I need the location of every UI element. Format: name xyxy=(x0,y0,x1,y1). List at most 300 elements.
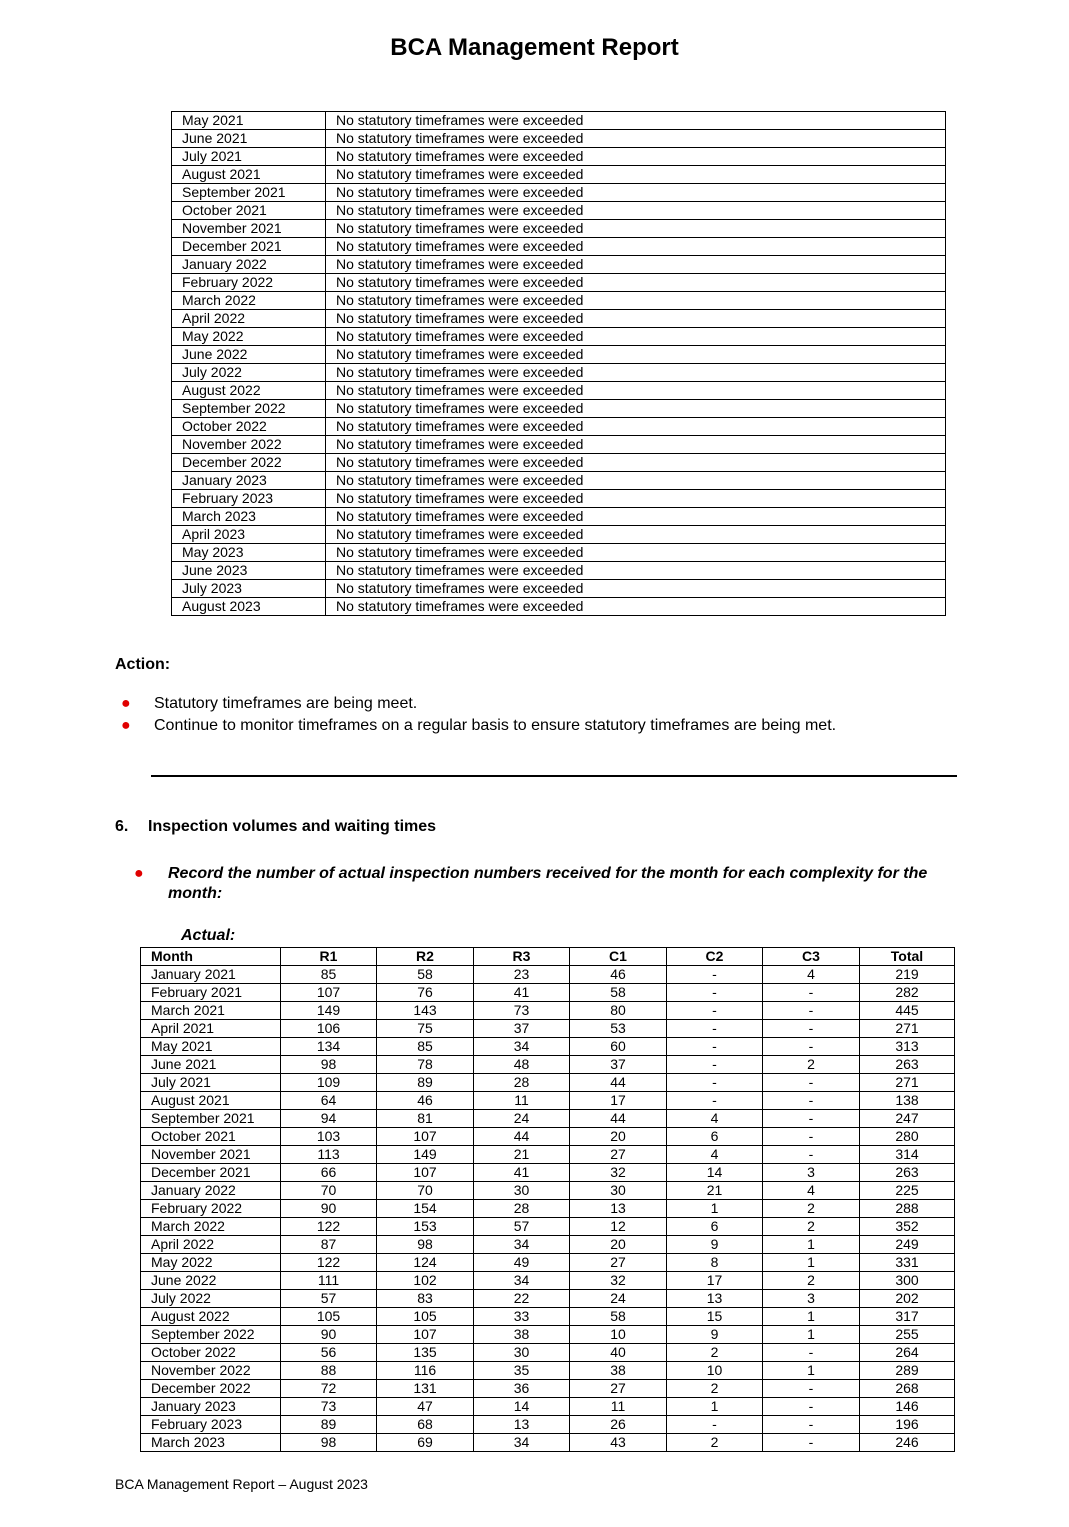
value-cell: - xyxy=(667,1020,763,1038)
column-header-c3: C3 xyxy=(763,948,860,966)
month-cell: January 2023 xyxy=(141,1398,281,1416)
timeframe-row xyxy=(172,148,946,166)
timeframe-month-cell: June 2023 xyxy=(172,562,326,580)
table-row xyxy=(141,1164,955,1182)
value-cell: 34 xyxy=(474,1272,570,1290)
month-cell: January 2022 xyxy=(141,1182,281,1200)
value-cell: 13 xyxy=(570,1200,667,1218)
value-cell: 40 xyxy=(570,1344,667,1362)
timeframe-month-cell: December 2021 xyxy=(172,238,326,256)
timeframe-row xyxy=(172,202,946,220)
timeframe-status-cell: No statutory timeframes were exceeded xyxy=(326,130,946,148)
value-cell: 149 xyxy=(281,1002,377,1020)
value-cell: 90 xyxy=(281,1200,377,1218)
value-cell: - xyxy=(763,1146,860,1164)
value-cell: 14 xyxy=(474,1398,570,1416)
timeframe-month-cell: July 2022 xyxy=(172,364,326,382)
value-cell: - xyxy=(763,1416,860,1434)
timeframe-row xyxy=(172,364,946,382)
table-row xyxy=(141,1200,955,1218)
timeframe-row xyxy=(172,184,946,202)
month-cell: April 2022 xyxy=(141,1236,281,1254)
table-row xyxy=(141,1380,955,1398)
timeframe-status-cell: No statutory timeframes were exceeded xyxy=(326,238,946,256)
value-cell: 225 xyxy=(860,1182,955,1200)
table-row xyxy=(141,1344,955,1362)
month-cell: March 2023 xyxy=(141,1434,281,1452)
timeframe-row xyxy=(172,472,946,490)
timeframe-status-cell: No statutory timeframes were exceeded xyxy=(326,346,946,364)
timeframe-row xyxy=(172,346,946,364)
value-cell: 36 xyxy=(474,1380,570,1398)
column-header-r1: R1 xyxy=(281,948,377,966)
value-cell: 2 xyxy=(763,1218,860,1236)
value-cell: 143 xyxy=(377,1002,474,1020)
value-cell: 41 xyxy=(474,984,570,1002)
value-cell: 2 xyxy=(667,1344,763,1362)
value-cell: 116 xyxy=(377,1362,474,1380)
record-instruction-text: Record the number of actual inspection numbers received for the month for each complexity for the month: xyxy=(168,865,928,902)
value-cell: 30 xyxy=(570,1182,667,1200)
month-cell: February 2022 xyxy=(141,1200,281,1218)
timeframe-month-cell: July 2023 xyxy=(172,580,326,598)
month-cell: December 2021 xyxy=(141,1164,281,1182)
timeframe-row xyxy=(172,112,946,130)
value-cell: 24 xyxy=(474,1110,570,1128)
value-cell: 85 xyxy=(377,1038,474,1056)
column-header-r3: R3 xyxy=(474,948,570,966)
timeframe-month-cell: January 2023 xyxy=(172,472,326,490)
value-cell: 22 xyxy=(474,1290,570,1308)
timeframe-month-cell: February 2022 xyxy=(172,274,326,292)
value-cell: 32 xyxy=(570,1164,667,1182)
month-cell: February 2023 xyxy=(141,1416,281,1434)
month-cell: October 2022 xyxy=(141,1344,281,1362)
value-cell: 268 xyxy=(860,1380,955,1398)
value-cell: 90 xyxy=(281,1326,377,1344)
value-cell: - xyxy=(763,1344,860,1362)
table-row xyxy=(141,1362,955,1380)
timeframe-row xyxy=(172,220,946,238)
value-cell: 1 xyxy=(763,1254,860,1272)
value-cell: 88 xyxy=(281,1362,377,1380)
table-row xyxy=(141,1272,955,1290)
timeframe-month-cell: September 2022 xyxy=(172,400,326,418)
value-cell: 352 xyxy=(860,1218,955,1236)
timeframe-status-cell: No statutory timeframes were exceeded xyxy=(326,598,946,616)
value-cell: 15 xyxy=(667,1308,763,1326)
value-cell: 57 xyxy=(281,1290,377,1308)
timeframe-month-cell: August 2021 xyxy=(172,166,326,184)
timeframe-row xyxy=(172,382,946,400)
timeframe-status-cell: No statutory timeframes were exceeded xyxy=(326,148,946,166)
value-cell: - xyxy=(667,1002,763,1020)
timeframe-month-cell: November 2021 xyxy=(172,220,326,238)
value-cell: 2 xyxy=(763,1056,860,1074)
value-cell: - xyxy=(763,1092,860,1110)
value-cell: 46 xyxy=(570,966,667,984)
value-cell: 27 xyxy=(570,1146,667,1164)
timeframe-row xyxy=(172,508,946,526)
value-cell: 21 xyxy=(474,1146,570,1164)
value-cell: 17 xyxy=(570,1092,667,1110)
value-cell: - xyxy=(667,966,763,984)
value-cell: 37 xyxy=(570,1056,667,1074)
timeframe-month-cell: December 2022 xyxy=(172,454,326,472)
value-cell: 1 xyxy=(763,1362,860,1380)
month-cell: June 2021 xyxy=(141,1056,281,1074)
timeframe-month-cell: January 2022 xyxy=(172,256,326,274)
value-cell: 89 xyxy=(377,1074,474,1092)
table-row xyxy=(141,1002,955,1020)
value-cell: - xyxy=(667,1416,763,1434)
value-cell: 13 xyxy=(667,1290,763,1308)
value-cell: 135 xyxy=(377,1344,474,1362)
timeframe-row xyxy=(172,418,946,436)
value-cell: 28 xyxy=(474,1074,570,1092)
value-cell: 105 xyxy=(281,1308,377,1326)
value-cell: 70 xyxy=(281,1182,377,1200)
timeframe-status-cell: No statutory timeframes were exceeded xyxy=(326,220,946,238)
value-cell: 58 xyxy=(377,966,474,984)
month-cell: August 2022 xyxy=(141,1308,281,1326)
month-cell: July 2022 xyxy=(141,1290,281,1308)
timeframe-status-cell: No statutory timeframes were exceeded xyxy=(326,436,946,454)
value-cell: - xyxy=(763,1380,860,1398)
table-row xyxy=(141,1074,955,1092)
value-cell: 34 xyxy=(474,1236,570,1254)
value-cell: 106 xyxy=(281,1020,377,1038)
value-cell: 138 xyxy=(860,1092,955,1110)
timeframe-month-cell: June 2021 xyxy=(172,130,326,148)
timeframe-row xyxy=(172,310,946,328)
value-cell: 146 xyxy=(860,1398,955,1416)
timeframe-month-cell: August 2023 xyxy=(172,598,326,616)
value-cell: 27 xyxy=(570,1254,667,1272)
timeframe-status-cell: No statutory timeframes were exceeded xyxy=(326,580,946,598)
value-cell: 66 xyxy=(281,1164,377,1182)
value-cell: 47 xyxy=(377,1398,474,1416)
section-title: Inspection volumes and waiting times xyxy=(148,818,437,835)
bullet-dot-icon: ● xyxy=(121,695,131,712)
value-cell: 271 xyxy=(860,1020,955,1038)
column-header-c2: C2 xyxy=(667,948,763,966)
value-cell: 56 xyxy=(281,1344,377,1362)
value-cell: 4 xyxy=(763,1182,860,1200)
value-cell: 317 xyxy=(860,1308,955,1326)
timeframe-row xyxy=(172,454,946,472)
value-cell: - xyxy=(763,1110,860,1128)
value-cell: 105 xyxy=(377,1308,474,1326)
timeframe-status-cell: No statutory timeframes were exceeded xyxy=(326,166,946,184)
value-cell: 2 xyxy=(667,1434,763,1452)
value-cell: 98 xyxy=(281,1056,377,1074)
value-cell: 9 xyxy=(667,1326,763,1344)
value-cell: - xyxy=(667,984,763,1002)
value-cell: - xyxy=(667,1038,763,1056)
value-cell: 3 xyxy=(763,1290,860,1308)
table-row xyxy=(141,1416,955,1434)
bullet-dot-icon: ● xyxy=(121,717,131,734)
value-cell: 247 xyxy=(860,1110,955,1128)
month-cell: November 2022 xyxy=(141,1362,281,1380)
value-cell: 313 xyxy=(860,1038,955,1056)
value-cell: 64 xyxy=(281,1092,377,1110)
timeframe-row xyxy=(172,598,946,616)
value-cell: 14 xyxy=(667,1164,763,1182)
month-cell: September 2022 xyxy=(141,1326,281,1344)
value-cell: 10 xyxy=(667,1362,763,1380)
timeframe-month-cell: July 2021 xyxy=(172,148,326,166)
value-cell: 263 xyxy=(860,1164,955,1182)
action-bullet-item xyxy=(115,715,836,737)
action-heading: Action: xyxy=(115,656,171,673)
value-cell: 282 xyxy=(860,984,955,1002)
timeframe-status-cell: No statutory timeframes were exceeded xyxy=(326,184,946,202)
actual-label: Actual: xyxy=(181,927,236,944)
value-cell: 6 xyxy=(667,1218,763,1236)
table-row xyxy=(141,1092,955,1110)
value-cell: 288 xyxy=(860,1200,955,1218)
value-cell: 21 xyxy=(667,1182,763,1200)
section-divider xyxy=(151,775,957,777)
value-cell: 264 xyxy=(860,1344,955,1362)
action-bullet-text: Continue to monitor timeframes on a regular basis to ensure statutory timeframes are being met. xyxy=(154,717,837,734)
value-cell: 80 xyxy=(570,1002,667,1020)
table-row xyxy=(141,1146,955,1164)
timeframe-status-cell: No statutory timeframes were exceeded xyxy=(326,328,946,346)
value-cell: 122 xyxy=(281,1254,377,1272)
value-cell: 27 xyxy=(570,1380,667,1398)
month-cell: February 2021 xyxy=(141,984,281,1002)
table-row xyxy=(141,1254,955,1272)
value-cell: 154 xyxy=(377,1200,474,1218)
month-cell: October 2021 xyxy=(141,1128,281,1146)
value-cell: 73 xyxy=(474,1002,570,1020)
table-row xyxy=(141,1308,955,1326)
timeframe-row xyxy=(172,526,946,544)
month-cell: August 2021 xyxy=(141,1092,281,1110)
timeframe-row xyxy=(172,490,946,508)
value-cell: 2 xyxy=(763,1272,860,1290)
table-row xyxy=(141,984,955,1002)
value-cell: 87 xyxy=(281,1236,377,1254)
value-cell: 122 xyxy=(281,1218,377,1236)
timeframe-month-cell: October 2022 xyxy=(172,418,326,436)
value-cell: 53 xyxy=(570,1020,667,1038)
value-cell: 2 xyxy=(667,1380,763,1398)
value-cell: 9 xyxy=(667,1236,763,1254)
inspection-table-header-row xyxy=(141,948,955,966)
value-cell: 35 xyxy=(474,1362,570,1380)
timeframe-status-cell: No statutory timeframes were exceeded xyxy=(326,454,946,472)
value-cell: 134 xyxy=(281,1038,377,1056)
timeframe-month-cell: March 2022 xyxy=(172,292,326,310)
timeframe-month-cell: November 2022 xyxy=(172,436,326,454)
value-cell: 289 xyxy=(860,1362,955,1380)
timeframe-month-cell: October 2021 xyxy=(172,202,326,220)
value-cell: 46 xyxy=(377,1092,474,1110)
value-cell: 44 xyxy=(570,1110,667,1128)
value-cell: 26 xyxy=(570,1416,667,1434)
value-cell: 83 xyxy=(377,1290,474,1308)
timeframe-status-cell: No statutory timeframes were exceeded xyxy=(326,292,946,310)
timeframe-row xyxy=(172,166,946,184)
value-cell: - xyxy=(763,1020,860,1038)
timeframe-month-cell: June 2022 xyxy=(172,346,326,364)
action-bullet-list xyxy=(115,693,836,737)
value-cell: 32 xyxy=(570,1272,667,1290)
value-cell: 12 xyxy=(570,1218,667,1236)
value-cell: 255 xyxy=(860,1326,955,1344)
value-cell: 28 xyxy=(474,1200,570,1218)
timeframes-table-body xyxy=(172,112,946,616)
value-cell: 30 xyxy=(474,1344,570,1362)
value-cell: 58 xyxy=(570,1308,667,1326)
value-cell: 76 xyxy=(377,984,474,1002)
value-cell: 102 xyxy=(377,1272,474,1290)
value-cell: 11 xyxy=(570,1398,667,1416)
table-row xyxy=(141,1128,955,1146)
value-cell: 57 xyxy=(474,1218,570,1236)
table-row xyxy=(141,1398,955,1416)
timeframe-month-cell: February 2023 xyxy=(172,490,326,508)
month-cell: November 2021 xyxy=(141,1146,281,1164)
value-cell: 445 xyxy=(860,1002,955,1020)
value-cell: 98 xyxy=(377,1236,474,1254)
value-cell: 2 xyxy=(763,1200,860,1218)
value-cell: 23 xyxy=(474,966,570,984)
value-cell: - xyxy=(763,1074,860,1092)
timeframe-status-cell: No statutory timeframes were exceeded xyxy=(326,526,946,544)
value-cell: 38 xyxy=(474,1326,570,1344)
value-cell: 271 xyxy=(860,1074,955,1092)
month-cell: July 2021 xyxy=(141,1074,281,1092)
month-cell: June 2022 xyxy=(141,1272,281,1290)
value-cell: 78 xyxy=(377,1056,474,1074)
month-cell: March 2021 xyxy=(141,1002,281,1020)
value-cell: 69 xyxy=(377,1434,474,1452)
action-bullet-item xyxy=(115,693,836,715)
month-cell: May 2022 xyxy=(141,1254,281,1272)
column-header-month: Month xyxy=(141,948,281,966)
timeframe-month-cell: September 2021 xyxy=(172,184,326,202)
value-cell: 263 xyxy=(860,1056,955,1074)
table-row xyxy=(141,1218,955,1236)
timeframe-status-cell: No statutory timeframes were exceeded xyxy=(326,400,946,418)
table-row xyxy=(141,1290,955,1308)
timeframe-row xyxy=(172,256,946,274)
timeframe-status-cell: No statutory timeframes were exceeded xyxy=(326,112,946,130)
value-cell: 109 xyxy=(281,1074,377,1092)
value-cell: - xyxy=(763,1002,860,1020)
section-number: 6. xyxy=(115,818,129,835)
timeframe-row xyxy=(172,400,946,418)
table-row xyxy=(141,1020,955,1038)
value-cell: 8 xyxy=(667,1254,763,1272)
table-row xyxy=(141,1182,955,1200)
timeframe-month-cell: May 2021 xyxy=(172,112,326,130)
column-header-total: Total xyxy=(860,948,955,966)
bullet-dot-icon: ● xyxy=(134,865,144,882)
value-cell: 24 xyxy=(570,1290,667,1308)
value-cell: 58 xyxy=(570,984,667,1002)
timeframe-row xyxy=(172,274,946,292)
value-cell: 70 xyxy=(377,1182,474,1200)
value-cell: 131 xyxy=(377,1380,474,1398)
value-cell: 33 xyxy=(474,1308,570,1326)
value-cell: 11 xyxy=(474,1092,570,1110)
value-cell: 94 xyxy=(281,1110,377,1128)
value-cell: 149 xyxy=(377,1146,474,1164)
timeframe-status-cell: No statutory timeframes were exceeded xyxy=(326,472,946,490)
value-cell: 280 xyxy=(860,1128,955,1146)
table-row xyxy=(141,1434,955,1452)
timeframe-status-cell: No statutory timeframes were exceeded xyxy=(326,382,946,400)
timeframe-row xyxy=(172,328,946,346)
value-cell: - xyxy=(763,1128,860,1146)
value-cell: 1 xyxy=(763,1326,860,1344)
timeframe-month-cell: March 2023 xyxy=(172,508,326,526)
table-row xyxy=(141,1056,955,1074)
timeframe-status-cell: No statutory timeframes were exceeded xyxy=(326,508,946,526)
timeframe-row xyxy=(172,130,946,148)
value-cell: 98 xyxy=(281,1434,377,1452)
timeframe-row xyxy=(172,436,946,454)
value-cell: 43 xyxy=(570,1434,667,1452)
section-heading xyxy=(115,818,436,836)
value-cell: 34 xyxy=(474,1434,570,1452)
value-cell: 1 xyxy=(763,1236,860,1254)
value-cell: - xyxy=(667,1074,763,1092)
timeframe-status-cell: No statutory timeframes were exceeded xyxy=(326,364,946,382)
value-cell: 111 xyxy=(281,1272,377,1290)
month-cell: September 2021 xyxy=(141,1110,281,1128)
record-instruction xyxy=(134,864,944,904)
table-row xyxy=(141,1236,955,1254)
inspection-table-body xyxy=(141,966,955,1452)
value-cell: 17 xyxy=(667,1272,763,1290)
value-cell: 1 xyxy=(667,1200,763,1218)
value-cell: 37 xyxy=(474,1020,570,1038)
action-bullet-text: Statutory timeframes are being meet. xyxy=(154,695,418,712)
value-cell: 34 xyxy=(474,1038,570,1056)
timeframes-table xyxy=(171,111,946,616)
value-cell: 49 xyxy=(474,1254,570,1272)
value-cell: 81 xyxy=(377,1110,474,1128)
value-cell: 1 xyxy=(667,1398,763,1416)
page-title: BCA Management Report xyxy=(390,34,679,61)
value-cell: 3 xyxy=(763,1164,860,1182)
table-row xyxy=(141,1038,955,1056)
value-cell: 85 xyxy=(281,966,377,984)
page-footer: BCA Management Report – August 2023 xyxy=(115,1476,368,1492)
inspection-volumes-table xyxy=(140,947,955,1452)
timeframe-month-cell: May 2023 xyxy=(172,544,326,562)
value-cell: 314 xyxy=(860,1146,955,1164)
value-cell: 4 xyxy=(667,1110,763,1128)
timeframe-status-cell: No statutory timeframes were exceeded xyxy=(326,544,946,562)
value-cell: 6 xyxy=(667,1128,763,1146)
value-cell: - xyxy=(667,1056,763,1074)
value-cell: 44 xyxy=(474,1128,570,1146)
value-cell: 196 xyxy=(860,1416,955,1434)
month-cell: March 2022 xyxy=(141,1218,281,1236)
value-cell: 107 xyxy=(281,984,377,1002)
column-header-c1: C1 xyxy=(570,948,667,966)
timeframe-month-cell: May 2022 xyxy=(172,328,326,346)
month-cell: April 2021 xyxy=(141,1020,281,1038)
